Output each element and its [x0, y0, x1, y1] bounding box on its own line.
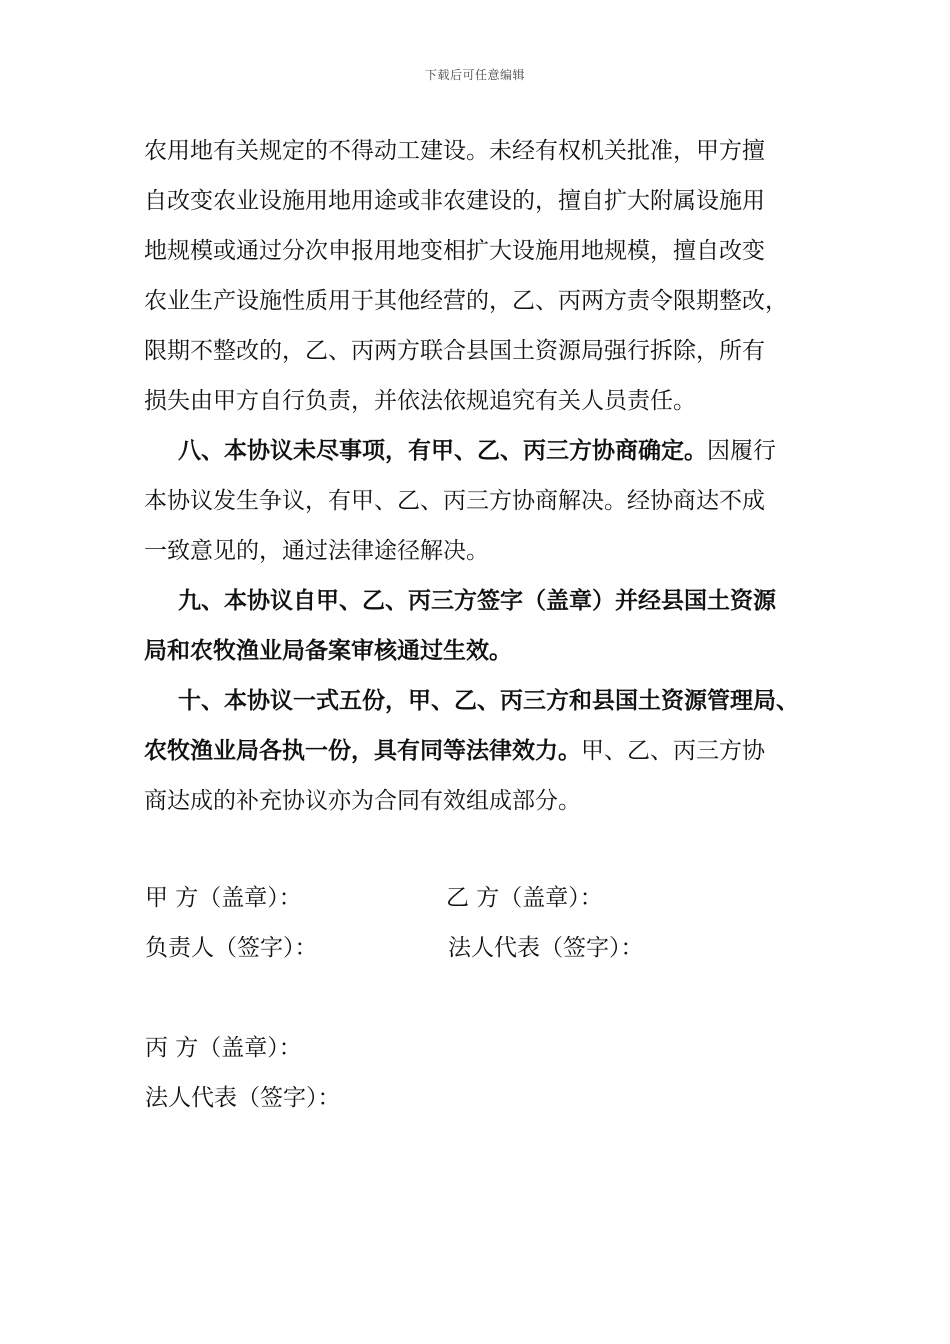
agreement-body: [144, 126, 824, 826]
body-line: 农业生产设施性质用于其他经营的，乙、丙两方责令限期整改，: [144, 288, 788, 314]
clause-8-line: 一致意见的，通过法律途径解决。: [144, 538, 489, 564]
clause-10-line: 十、本协议一式五份，甲、乙、丙三方和县国土资源管理局、: [178, 688, 799, 714]
party-a-seal-label: 甲 方（盖章）：: [145, 885, 302, 911]
clause-10-text: 甲、乙、丙三方协: [581, 738, 765, 764]
clause-10-bold-text: 农牧渔业局各执一份，具有同等法律效力。: [144, 738, 581, 764]
clause-8-text: 因履行: [707, 438, 776, 464]
clause-8-line: [144, 426, 824, 476]
page-header-note: 下载后可任意编辑: [424, 68, 525, 82]
party-a-signer-label: 负责人（签字）：: [145, 935, 318, 961]
party-c-signer-label: 法人代表（签字）：: [145, 1085, 341, 1111]
party-c-seal-label: 丙 方（盖章）：: [145, 1035, 302, 1061]
party-b-seal-label: 乙 方（盖章）：: [446, 885, 603, 911]
party-b-signer-label: 法人代表（签字）：: [448, 935, 644, 961]
body-line: 自改变农业设施用地用途或非农建设的，擅自扩大附属设施用: [144, 188, 765, 214]
body-line: 损失由甲方自行负责，并依法依规追究有关人员责任。: [144, 388, 696, 414]
clause-10-line: 商达成的补充协议亦为合同有效组成部分。: [144, 788, 581, 814]
clause-9-line: 九、本协议自甲、乙、丙三方签字（盖章）并经县国土资源: [178, 588, 776, 614]
body-line: 农用地有关规定的不得动工建设。未经有权机关批准，甲方擅: [144, 138, 765, 164]
body-line: 限期不整改的，乙、丙两方联合县国土资源局强行拆除，所有: [144, 338, 765, 364]
clause-10-line: [144, 726, 824, 776]
clause-8-line: 本协议发生争议，有甲、乙、丙三方协商解决。经协商达不成: [144, 488, 765, 514]
clause-8-heading: 八、本协议未尽事项，有甲、乙、丙三方协商确定。: [178, 438, 707, 464]
body-line: 地规模或通过分次申报用地变相扩大设施用地规模，擅自改变: [144, 238, 765, 264]
clause-9-line: 局和农牧渔业局备案审核通过生效。: [144, 638, 512, 664]
